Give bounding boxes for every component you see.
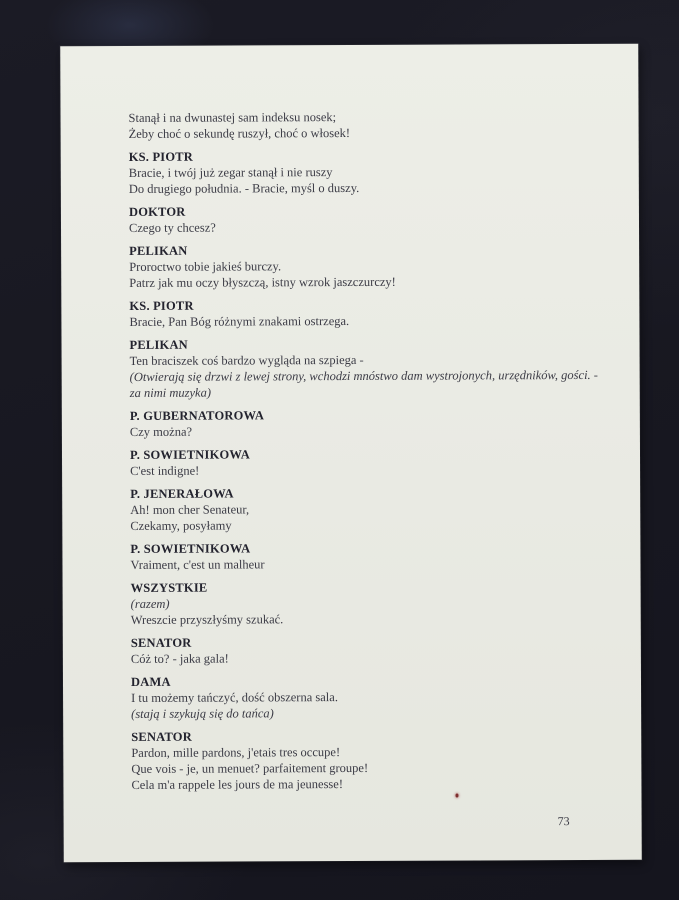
- dialogue-block: [129, 147, 581, 197]
- dialogue-block: [129, 335, 598, 401]
- page-number: 73: [557, 814, 570, 829]
- dialogue-block: [129, 202, 581, 236]
- stage-direction: (stają i szykują się do tańca): [131, 706, 274, 721]
- dialogue-line: Bracie, Pan Bóg różnymi znakami ostrzega.: [129, 314, 350, 329]
- dialogue-block: [130, 406, 582, 440]
- document-page: [60, 44, 642, 863]
- stage-direction: (Otwierają się drzwi z lewej strony, wchodzi mnóstwo dam wystrojonych, urzędników, gości. -: [129, 367, 598, 384]
- dialogue-line: I tu możemy tańczyć, dość obszerna sala.: [131, 690, 338, 705]
- dialogue-block: [129, 241, 581, 291]
- speaker-name: P. JENERAŁOWA: [130, 486, 234, 501]
- speaker-name: P. SOWIETNIKOWA: [130, 541, 251, 556]
- speaker-name: DOKTOR: [128, 204, 186, 219]
- dialogue-line: Żeby choć o sekundę ruszył, choć o włosek!: [128, 126, 351, 141]
- speaker-name: KS. PIOTR: [128, 149, 194, 164]
- dialogue-line: Ten braciszek coś bardzo wygląda na szpiega -: [129, 352, 364, 368]
- speaker-name: KS. PIOTR: [129, 298, 194, 313]
- dialogue-line: Ah! mon cher Senateur,: [130, 502, 250, 517]
- dialogue-block: [130, 539, 582, 573]
- dialogue-block: [130, 445, 582, 479]
- speaker-name: SENATOR: [130, 635, 192, 650]
- speaker-name: PELIKAN: [129, 243, 188, 258]
- dialogue-line: Cela m'a rappele les jours de ma jeunesse!: [131, 777, 344, 792]
- ink-speck: [455, 794, 458, 798]
- stage-direction: za nimi muzyka): [129, 385, 212, 400]
- dialogue-block: [131, 633, 583, 667]
- dialogue-block: [131, 578, 583, 628]
- dialogue-block: [131, 672, 583, 722]
- dialogue-line: Czy można?: [129, 424, 193, 439]
- dialogue-line: Czego ty chcesz?: [128, 220, 216, 235]
- dialogue-line: Czekamy, posyłamy: [130, 518, 232, 533]
- dialogue-line: Do drugiego południa. - Bracie, myśl o duszy.: [128, 180, 360, 196]
- dialogue-block: [130, 484, 582, 534]
- dialogue-line: Que vois - je, un menuet? parfaitement groupe!: [131, 760, 369, 776]
- script-text: [128, 108, 598, 800]
- dialogue-line: Bracie, i twój już zegar stanął i nie ruszy: [128, 165, 333, 180]
- dialogue-line: Cóż to? - jaka gala!: [130, 651, 229, 666]
- dialogue-line: C'est indigne!: [130, 463, 200, 478]
- dialogue-block: [131, 727, 583, 793]
- dialogue-line: Stanął i na dwunastej sam indeksu nosek;: [128, 110, 337, 125]
- dialogue-line: Proroctwo tobie jakieś burczy.: [129, 259, 282, 274]
- speaker-name: SENATOR: [131, 729, 192, 744]
- dialogue-line: Pardon, mille pardons, j'etais tres occupe!: [131, 745, 341, 760]
- speaker-name: DAMA: [130, 674, 171, 689]
- dialogue-block: [129, 108, 581, 142]
- speaker-name: P. GUBERNATOROWA: [129, 408, 265, 423]
- speaker-name: PELIKAN: [129, 337, 188, 352]
- dialogue-line: Vraiment, c'est un malheur: [130, 557, 265, 572]
- speaker-name: WSZYSTKIE: [130, 580, 208, 595]
- dialogue-block: [129, 296, 581, 330]
- dialogue-line: Patrz jak mu oczy błyszczą, istny wzrok jaszczurczy!: [129, 274, 396, 290]
- speaker-name: P. SOWIETNIKOWA: [129, 447, 250, 462]
- dialogue-line: Wreszcie przyszłyśmy szukać.: [130, 612, 284, 627]
- stage-direction: (razem): [130, 596, 170, 611]
